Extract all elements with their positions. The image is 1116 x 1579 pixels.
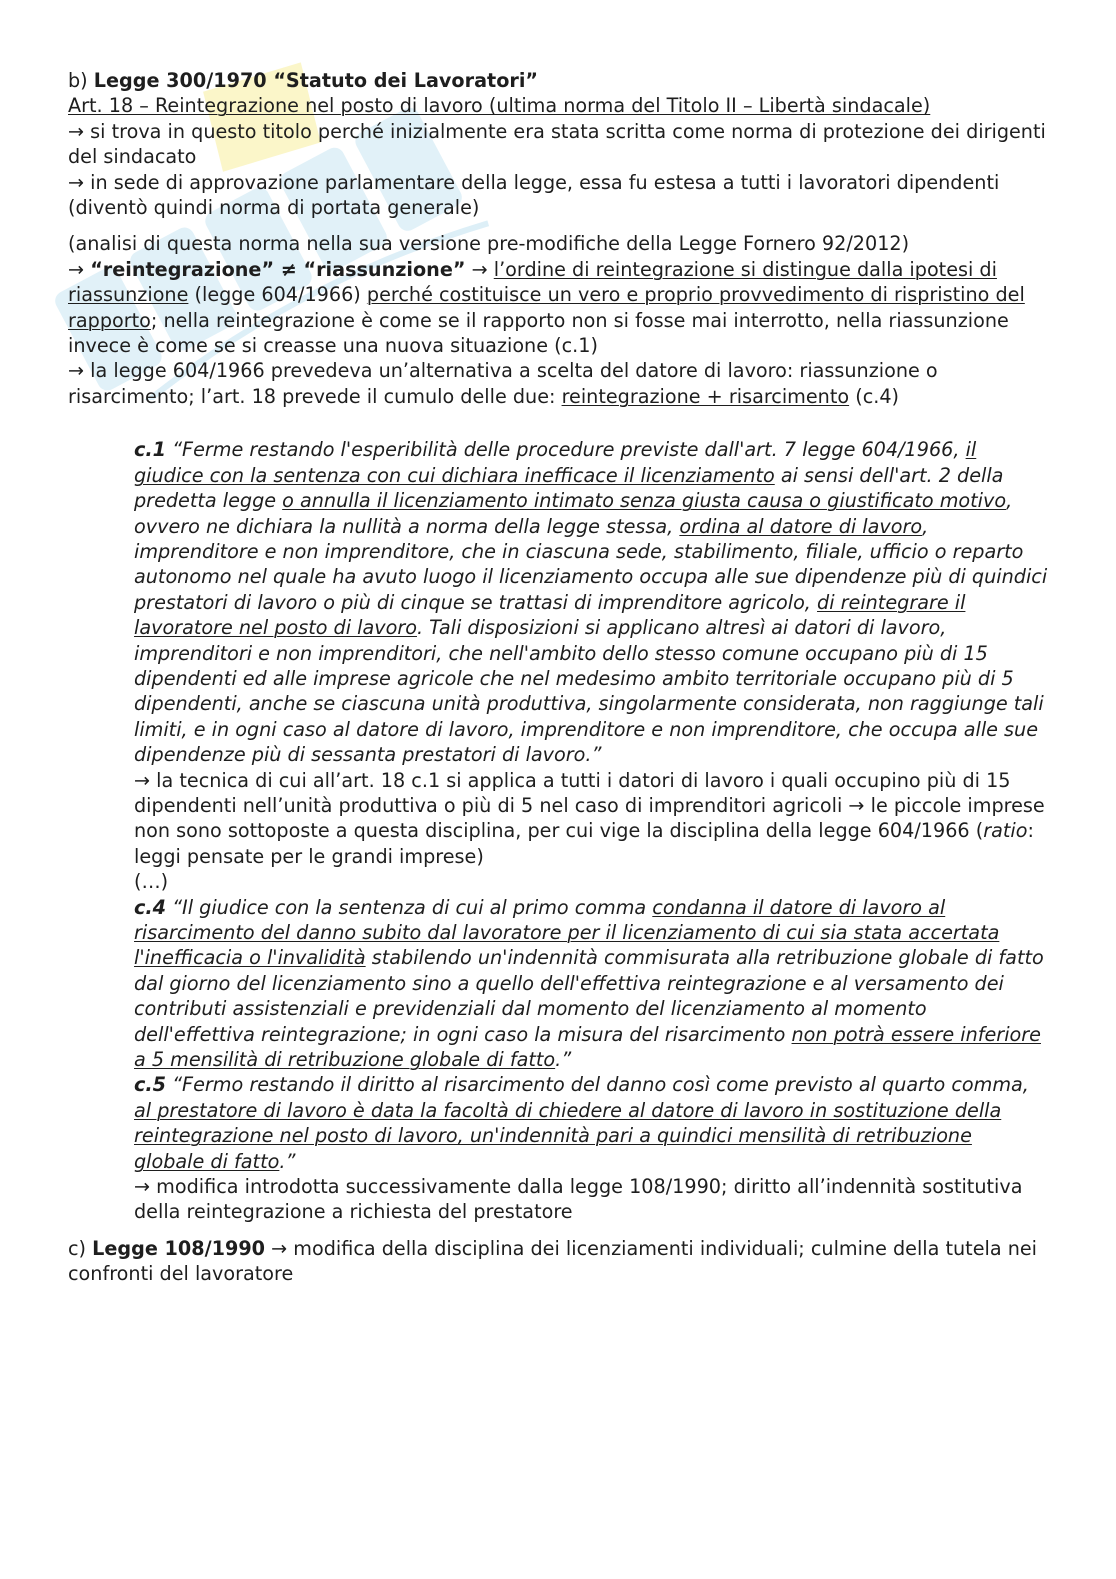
comma-1-underline-4: di reintegrare il lavoratore nel posto di lavoro xyxy=(134,590,966,640)
section-b-heading xyxy=(68,68,1048,93)
comma-4-text-1: “Il giudice con la sentenza di cui al primo comma xyxy=(166,895,653,919)
comma-1 xyxy=(134,437,1048,767)
comma-1-underline-3: ordina al datore di lavoro xyxy=(679,514,923,538)
analysis-line2-text: → la legge 604/1966 prevedeva un’alternativa a scelta del datore di lavoro: riassunzione o risarcimento; l’art. 18 prevede il cumulo delle due: xyxy=(68,359,938,408)
comma-1-text-5: . Tali disposizioni si applicano altresì ai datori di lavoro, imprenditori e non imprenditori, che nell'ambito dello stesso comune occupano più di 15 dipendenti ed alle imprese agricole che nel medesimo ambito territoriale occupano più di 5 dipendenti, anche se ciascuna unità produttiva, singolarmente considerata, non raggiunge tali limiti, e in ogni caso al datore di lavoro, imprenditore e non imprenditore, che occupa alle sue dipendenze più di sessanta prestatori di lavoro.” xyxy=(134,616,1044,767)
analysis-terms: “reintegrazione” ≠ “riassunzione” xyxy=(90,257,466,281)
analysis-line2-underline: reintegrazione + risarcimento xyxy=(561,384,850,408)
comma-1-note-text: → la tecnica di cui all’art. 18 c.1 si applica a tutti i datori di lavoro i quali occupino più di 15 dipendenti nell’unità produttiva o più di 5 nel caso di imprenditori agricoli → le piccole imprese non sono sottoposte a questa disciplina, per cui vige la disciplina della legge 604/1966 ( xyxy=(134,768,1045,843)
comma-5-note: → modifica introdotta successivamente dalla legge 108/1990; diritto all’indennità sostitutiva della reintegrazione a richiesta del prestatore xyxy=(134,1175,1023,1224)
section-c-text: → modifica della disciplina dei licenziamenti individuali; culmine della tutela nei confronti del lavoratore xyxy=(68,1236,1037,1286)
comma-1-note-ratio: ratio xyxy=(983,819,1028,843)
analysis-paragraph xyxy=(68,257,1048,359)
comma-1-text-1: “Ferme restando l'esperibilità delle procedure previste dall'art. 7 legge 604/1966, xyxy=(166,438,966,462)
comma-1-text-4: , imprenditore e non imprenditore, che in ciascuna sede, stabilimento, filiale, ufficio o reparto autonomo nel quale ha avuto luogo il licenziamento occupa alle sue dipendenze più di quindici prestatori di lavoro o più di cinque se trattasi di imprenditore agricolo, xyxy=(134,514,1048,614)
comma-1-text-3: , ovvero ne dichiara la nullità a norma della legge stessa, xyxy=(134,489,1013,538)
comma-4 xyxy=(134,895,1048,1073)
analysis-underline-1: l’ordine di reintegrazione si distingue dalla ipotesi di riassunzione xyxy=(68,257,997,307)
comma-4-underline-2: non potrà essere inferiore a 5 mensilità di retribuzione globale di fatto xyxy=(134,1022,1041,1072)
comma-1-label: c.1 xyxy=(134,438,167,462)
analysis-text-1: (legge 604/1966) xyxy=(188,283,367,307)
analysis-arrow-2: → xyxy=(465,257,494,281)
comma-5-text-1: “Fermo restando il diritto al risarcimento del danno così come previsto al quarto comma, xyxy=(166,1073,1029,1097)
section-b-title: Legge 300/1970 “Statuto dei Lavoratori” xyxy=(93,69,539,92)
comma-4-label: c.4 xyxy=(134,895,167,919)
quoted-commi xyxy=(134,437,1048,1225)
section-b-label: b) xyxy=(68,69,88,92)
comma-1-note-text-2: : leggi pensate per le grandi imprese) xyxy=(134,819,1034,868)
art18-note-1: → si trova in questo titolo perché inizialmente era stata scritta come norma di protezione dei dirigenti del sindacato xyxy=(68,119,1046,169)
analysis-underline-2: perché costituisce un vero e proprio provvedimento di rispristino del rapporto xyxy=(68,283,1025,332)
ellipsis: (…) xyxy=(134,870,169,894)
section-c-label: c) xyxy=(68,1236,87,1260)
section-c xyxy=(68,1236,1048,1287)
comma-1-underline-1: il giudice con la sentenza con cui dichiara inefficace il licenziamento xyxy=(134,438,977,487)
comma-5-label: c.5 xyxy=(134,1073,167,1097)
analysis-paragraph-2 xyxy=(68,358,1048,409)
comma-1-text-2: ai sensi dell'art. 2 della predetta legge xyxy=(134,463,1004,513)
document-page xyxy=(68,68,1048,1287)
comma-5-text-2: .” xyxy=(279,1149,296,1173)
analysis-text-2: ; nella reintegrazione è come se il rapporto non si fosse mai interrotto, nella riassunzione invece è come se si creasse una nuova situazione (c.1) xyxy=(68,308,1009,358)
comma-1-note xyxy=(134,768,1048,870)
art18-heading: Art. 18 – Reintegrazione nel posto di lavoro (ultima norma del Titolo II – Libertà sindacale) xyxy=(68,94,931,118)
comma-4-underline-1: condanna il datore di lavoro al risarcimento del danno subito dal lavoratore per il licenziamento di cui sia stata accertata l'inefficacia o l'invalidità xyxy=(134,895,1000,970)
comma-4-text-3: .” xyxy=(555,1048,572,1072)
comma-5 xyxy=(134,1072,1048,1174)
comma-4-text-2: stabilendo un'indennità commisurata alla retribuzione globale di fatto dal giorno del licenziamento sino a quello dell'effettiva reintegrazione e al versamento dei contributi assistenziali e previdenziali dal momento del licenziamento al momento dell'effettiva reintegrazione; in ogni caso la misura del risarcimento xyxy=(134,946,1044,1046)
section-c-title: Legge 108/1990 xyxy=(92,1236,266,1260)
analysis-intro: (analisi di questa norma nella sua versione pre-modifiche della Legge Fornero 92/2012) xyxy=(68,232,910,256)
comma-1-underline-2: o annulla il licenziamento intimato senza giusta causa o giustificato motivo xyxy=(282,489,1007,513)
analysis-line2-ref: (c.4) xyxy=(849,384,900,408)
comma-5-underline-1: al prestatore di lavoro è data la facoltà di chiedere al datore di lavoro in sostituzione della reintegrazione nel posto di lavoro, un'indennità pari a quindici mensilità di retribuzione globale di fatto xyxy=(134,1098,1002,1173)
analysis-arrow: → xyxy=(68,257,91,281)
art18-note-2: → in sede di approvazione parlamentare della legge, essa fu estesa a tutti i lavoratori dipendenti (diventò quindi norma di portata generale) xyxy=(68,170,1000,220)
